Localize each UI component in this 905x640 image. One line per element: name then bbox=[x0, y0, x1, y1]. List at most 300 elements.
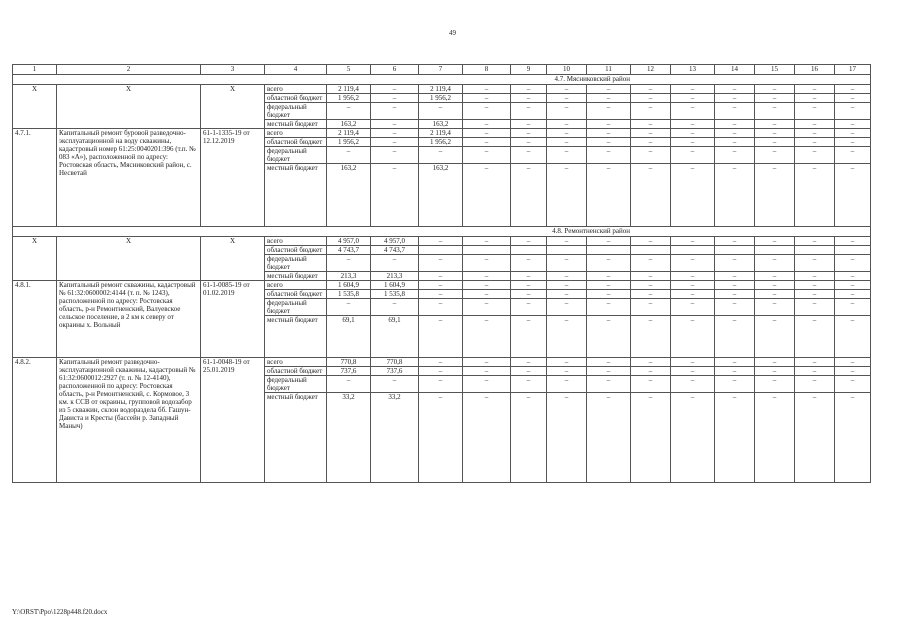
value-cell: – bbox=[587, 164, 631, 227]
value-cell: – bbox=[547, 85, 587, 94]
value-cell: – bbox=[419, 376, 463, 393]
value-cell: – bbox=[835, 147, 871, 164]
value-cell: – bbox=[835, 290, 871, 299]
value-cell: – bbox=[463, 164, 511, 227]
value-cell: – bbox=[463, 255, 511, 272]
value-cell: – bbox=[835, 120, 871, 129]
value-cell: – bbox=[587, 103, 631, 120]
value-cell: – bbox=[419, 103, 463, 120]
value-cell: – bbox=[715, 281, 755, 290]
value-cell: – bbox=[419, 393, 463, 483]
value-cell: – bbox=[511, 94, 547, 103]
item-name: Х bbox=[57, 85, 201, 129]
value-cell: – bbox=[795, 237, 835, 246]
item-number: Х bbox=[13, 85, 57, 129]
value-cell: 163,2 bbox=[327, 120, 371, 129]
value-cell: 1 604,9 bbox=[371, 281, 419, 290]
column-number-cell: 5 bbox=[327, 65, 371, 75]
value-cell: – bbox=[671, 147, 715, 164]
value-cell bbox=[671, 246, 715, 255]
value-cell bbox=[587, 246, 631, 255]
value-cell: – bbox=[631, 272, 671, 281]
value-cell: 213,3 bbox=[327, 272, 371, 281]
budget-label: местный бюджет bbox=[265, 272, 327, 281]
value-cell: – bbox=[327, 299, 371, 316]
column-number-cell: 3 bbox=[201, 65, 265, 75]
value-cell: – bbox=[587, 299, 631, 316]
value-cell: – bbox=[419, 237, 463, 246]
value-cell: – bbox=[795, 147, 835, 164]
value-cell: – bbox=[671, 367, 715, 376]
value-cell: – bbox=[463, 316, 511, 358]
value-cell: – bbox=[463, 272, 511, 281]
value-cell: 4 957,0 bbox=[327, 237, 371, 246]
budget-label: местный бюджет bbox=[265, 120, 327, 129]
value-cell: 2 119,4 bbox=[327, 85, 371, 94]
value-cell: – bbox=[419, 281, 463, 290]
budget-label: местный бюджет bbox=[265, 393, 327, 483]
value-cell: 2 119,4 bbox=[419, 129, 463, 138]
item-document: Х bbox=[201, 237, 265, 281]
value-cell: – bbox=[795, 255, 835, 272]
value-cell: – bbox=[463, 103, 511, 120]
section-total-row bbox=[13, 237, 871, 246]
budget-label: всего bbox=[265, 237, 327, 246]
value-cell: – bbox=[327, 147, 371, 164]
value-cell: – bbox=[371, 103, 419, 120]
value-cell: – bbox=[755, 147, 795, 164]
value-cell: – bbox=[587, 138, 631, 147]
value-cell: – bbox=[511, 138, 547, 147]
value-cell: – bbox=[511, 281, 547, 290]
value-cell: 1 604,9 bbox=[327, 281, 371, 290]
value-cell: 4 957,0 bbox=[371, 237, 419, 246]
value-cell: 33,2 bbox=[371, 393, 419, 483]
value-cell: – bbox=[755, 281, 795, 290]
value-cell: 4 743,7 bbox=[371, 246, 419, 255]
value-cell: 213,3 bbox=[371, 272, 419, 281]
value-cell: – bbox=[419, 316, 463, 358]
value-cell: – bbox=[631, 290, 671, 299]
value-cell: – bbox=[755, 393, 795, 483]
value-cell: – bbox=[795, 393, 835, 483]
value-cell: 2 119,4 bbox=[327, 129, 371, 138]
value-cell: – bbox=[795, 376, 835, 393]
value-cell: – bbox=[795, 299, 835, 316]
value-cell: – bbox=[631, 120, 671, 129]
value-cell: – bbox=[671, 290, 715, 299]
value-cell: – bbox=[795, 358, 835, 367]
value-cell: – bbox=[755, 103, 795, 120]
value-cell: – bbox=[463, 393, 511, 483]
column-number-cell: 16 bbox=[795, 65, 835, 75]
value-cell: – bbox=[755, 120, 795, 129]
value-cell: 737,6 bbox=[371, 367, 419, 376]
value-cell: – bbox=[631, 129, 671, 138]
value-cell: – bbox=[463, 299, 511, 316]
value-cell: – bbox=[671, 138, 715, 147]
value-cell: – bbox=[371, 94, 419, 103]
value-cell: – bbox=[835, 376, 871, 393]
value-cell: – bbox=[371, 147, 419, 164]
value-cell: – bbox=[671, 129, 715, 138]
value-cell: – bbox=[463, 147, 511, 164]
column-number-cell: 17 bbox=[835, 65, 871, 75]
value-cell bbox=[419, 246, 463, 255]
value-cell: – bbox=[371, 120, 419, 129]
column-number-cell: 4 bbox=[265, 65, 327, 75]
value-cell: – bbox=[671, 272, 715, 281]
value-cell: – bbox=[547, 255, 587, 272]
value-cell: – bbox=[671, 316, 715, 358]
value-cell: – bbox=[547, 358, 587, 367]
value-cell: – bbox=[419, 367, 463, 376]
value-cell: – bbox=[671, 85, 715, 94]
value-cell: – bbox=[835, 85, 871, 94]
value-cell: – bbox=[835, 164, 871, 227]
value-cell: – bbox=[463, 120, 511, 129]
value-cell: – bbox=[511, 129, 547, 138]
value-cell: – bbox=[547, 393, 587, 483]
budget-label: всего bbox=[265, 129, 327, 138]
budget-label: местный бюджет bbox=[265, 164, 327, 227]
value-cell: – bbox=[587, 85, 631, 94]
value-cell: – bbox=[371, 376, 419, 393]
column-number-cell: 15 bbox=[755, 65, 795, 75]
value-cell: 69,1 bbox=[327, 316, 371, 358]
value-cell: – bbox=[671, 94, 715, 103]
value-cell: – bbox=[835, 94, 871, 103]
budget-label: всего bbox=[265, 85, 327, 94]
value-cell: – bbox=[715, 290, 755, 299]
value-cell: – bbox=[547, 138, 587, 147]
item-document: Х bbox=[201, 85, 265, 129]
value-cell: – bbox=[547, 237, 587, 246]
budget-label: федеральный бюджет bbox=[265, 376, 327, 393]
value-cell: – bbox=[511, 316, 547, 358]
value-cell: – bbox=[715, 393, 755, 483]
value-cell: – bbox=[371, 129, 419, 138]
column-number-cell: 14 bbox=[715, 65, 755, 75]
value-cell bbox=[755, 246, 795, 255]
value-cell bbox=[715, 246, 755, 255]
value-cell: – bbox=[715, 299, 755, 316]
value-cell: – bbox=[547, 367, 587, 376]
value-cell: – bbox=[835, 358, 871, 367]
value-cell: 770,8 bbox=[371, 358, 419, 367]
value-cell: – bbox=[715, 138, 755, 147]
file-path-footer: Y:\ORST\Ppo\1228p448.f20.docx bbox=[12, 608, 108, 616]
section-title-row bbox=[13, 75, 871, 85]
value-cell: – bbox=[755, 237, 795, 246]
value-cell: 1 956,2 bbox=[419, 94, 463, 103]
value-cell: – bbox=[835, 281, 871, 290]
value-cell: – bbox=[511, 272, 547, 281]
value-cell: – bbox=[587, 147, 631, 164]
value-cell: 1 535,8 bbox=[371, 290, 419, 299]
value-cell: 2 119,4 bbox=[419, 85, 463, 94]
value-cell: – bbox=[463, 376, 511, 393]
value-cell: – bbox=[547, 147, 587, 164]
value-cell: – bbox=[371, 85, 419, 94]
value-cell: – bbox=[755, 129, 795, 138]
value-cell: – bbox=[715, 94, 755, 103]
budget-label: федеральный бюджет bbox=[265, 299, 327, 316]
value-cell: 163,2 bbox=[419, 120, 463, 129]
value-cell: – bbox=[835, 103, 871, 120]
value-cell: – bbox=[671, 358, 715, 367]
value-cell: – bbox=[715, 120, 755, 129]
value-cell: – bbox=[511, 237, 547, 246]
value-cell: – bbox=[419, 147, 463, 164]
value-cell: – bbox=[755, 94, 795, 103]
value-cell: – bbox=[547, 120, 587, 129]
value-cell: – bbox=[715, 255, 755, 272]
value-cell: – bbox=[463, 85, 511, 94]
value-cell bbox=[547, 246, 587, 255]
value-cell: – bbox=[587, 255, 631, 272]
value-cell: – bbox=[547, 129, 587, 138]
value-cell: 1 535,8 bbox=[327, 290, 371, 299]
value-cell: 33,2 bbox=[327, 393, 371, 483]
value-cell: 737,6 bbox=[327, 367, 371, 376]
value-cell: – bbox=[631, 103, 671, 120]
value-cell: – bbox=[547, 103, 587, 120]
value-cell: – bbox=[795, 281, 835, 290]
budget-label: областной бюджет bbox=[265, 290, 327, 299]
value-cell: – bbox=[715, 147, 755, 164]
budget-label: федеральный бюджет bbox=[265, 255, 327, 272]
budget-label: областной бюджет bbox=[265, 138, 327, 147]
value-cell: – bbox=[755, 164, 795, 227]
value-cell: – bbox=[671, 120, 715, 129]
value-cell: – bbox=[463, 290, 511, 299]
value-cell: – bbox=[511, 147, 547, 164]
value-cell: – bbox=[715, 164, 755, 227]
value-cell: – bbox=[371, 164, 419, 227]
value-cell: – bbox=[631, 164, 671, 227]
value-cell: – bbox=[795, 272, 835, 281]
value-cell: – bbox=[715, 367, 755, 376]
budget-label: всего bbox=[265, 281, 327, 290]
value-cell: – bbox=[671, 237, 715, 246]
column-number-cell: 7 bbox=[419, 65, 463, 75]
value-cell: – bbox=[511, 376, 547, 393]
item-number: Х bbox=[13, 237, 57, 281]
value-cell: – bbox=[463, 129, 511, 138]
value-cell: – bbox=[327, 103, 371, 120]
budget-label: федеральный бюджет bbox=[265, 147, 327, 164]
value-cell: – bbox=[419, 358, 463, 367]
value-cell: – bbox=[547, 316, 587, 358]
value-cell: – bbox=[835, 299, 871, 316]
column-number-cell: 8 bbox=[463, 65, 511, 75]
value-cell: – bbox=[587, 237, 631, 246]
value-cell: – bbox=[547, 164, 587, 227]
item-document: 61-1-1335-19 от 12.12.2019 bbox=[201, 129, 265, 227]
value-cell: – bbox=[419, 255, 463, 272]
value-cell: – bbox=[755, 299, 795, 316]
value-cell: – bbox=[631, 393, 671, 483]
value-cell: – bbox=[587, 367, 631, 376]
item-row bbox=[13, 281, 871, 290]
value-cell: – bbox=[795, 367, 835, 376]
value-cell: – bbox=[715, 358, 755, 367]
value-cell: – bbox=[715, 103, 755, 120]
item-row bbox=[13, 129, 871, 138]
value-cell: – bbox=[511, 103, 547, 120]
value-cell: – bbox=[671, 164, 715, 227]
item-number: 4.8.2. bbox=[13, 358, 57, 483]
page-number: 49 bbox=[449, 29, 456, 37]
value-cell: – bbox=[631, 138, 671, 147]
item-document: 61-1-0048-19 от 25.01.2019 bbox=[201, 358, 265, 483]
value-cell: – bbox=[631, 376, 671, 393]
column-number-cell: 12 bbox=[631, 65, 671, 75]
value-cell: – bbox=[371, 299, 419, 316]
value-cell: – bbox=[463, 281, 511, 290]
item-number: 4.8.1. bbox=[13, 281, 57, 358]
value-cell: – bbox=[671, 376, 715, 393]
budget-table bbox=[12, 64, 871, 483]
value-cell: – bbox=[795, 94, 835, 103]
column-number-cell: 13 bbox=[671, 65, 715, 75]
value-cell: – bbox=[327, 376, 371, 393]
column-number-cell: 6 bbox=[371, 65, 419, 75]
value-cell: – bbox=[795, 103, 835, 120]
value-cell bbox=[631, 246, 671, 255]
value-cell: – bbox=[715, 316, 755, 358]
value-cell: – bbox=[547, 272, 587, 281]
column-number-cell: 11 bbox=[587, 65, 631, 75]
value-cell: – bbox=[755, 316, 795, 358]
budget-label: всего bbox=[265, 358, 327, 367]
value-cell: – bbox=[419, 272, 463, 281]
budget-label: областной бюджет bbox=[265, 94, 327, 103]
value-cell: – bbox=[835, 138, 871, 147]
value-cell: – bbox=[547, 94, 587, 103]
value-cell: – bbox=[835, 129, 871, 138]
value-cell: – bbox=[463, 138, 511, 147]
value-cell bbox=[795, 246, 835, 255]
value-cell: – bbox=[511, 164, 547, 227]
value-cell: – bbox=[795, 129, 835, 138]
value-cell: – bbox=[671, 281, 715, 290]
value-cell: – bbox=[587, 94, 631, 103]
value-cell: – bbox=[715, 272, 755, 281]
value-cell: – bbox=[631, 255, 671, 272]
value-cell: – bbox=[631, 85, 671, 94]
column-number-cell: 1 bbox=[13, 65, 57, 75]
value-cell: – bbox=[755, 290, 795, 299]
value-cell: – bbox=[587, 393, 631, 483]
value-cell: – bbox=[511, 299, 547, 316]
value-cell: – bbox=[835, 367, 871, 376]
value-cell: – bbox=[755, 376, 795, 393]
item-name: Капитальный ремонт разведочно-эксплуатационной скважины, кадастровый № 61:32:0600012:2927 (т. п. № 12-4140), расположенной по адресу: Ростовская область, р-н Ремонтненский, с. Кормовое, 3 км. к ССВ от окраины, групповой водозабор из 5 скважин, склон водораздела бб. Гашун-Дависта и Кресты (бассейн р. Западный Маныч) bbox=[57, 358, 201, 483]
value-cell: – bbox=[587, 120, 631, 129]
value-cell: – bbox=[795, 290, 835, 299]
value-cell: – bbox=[547, 281, 587, 290]
item-row bbox=[13, 358, 871, 367]
value-cell: – bbox=[463, 358, 511, 367]
value-cell: – bbox=[511, 120, 547, 129]
value-cell: – bbox=[715, 129, 755, 138]
value-cell: 69,1 bbox=[371, 316, 419, 358]
budget-label: федеральный бюджет bbox=[265, 103, 327, 120]
value-cell: – bbox=[419, 290, 463, 299]
column-number-row bbox=[13, 65, 871, 75]
value-cell: – bbox=[511, 290, 547, 299]
value-cell: – bbox=[587, 290, 631, 299]
column-number-cell: 9 bbox=[511, 65, 547, 75]
item-number: 4.7.1. bbox=[13, 129, 57, 227]
value-cell: – bbox=[463, 367, 511, 376]
value-cell: – bbox=[587, 129, 631, 138]
value-cell: – bbox=[835, 272, 871, 281]
value-cell: 163,2 bbox=[327, 164, 371, 227]
value-cell: – bbox=[631, 147, 671, 164]
value-cell: – bbox=[835, 316, 871, 358]
section-total-row bbox=[13, 85, 871, 94]
value-cell: – bbox=[547, 290, 587, 299]
item-name: Х bbox=[57, 237, 201, 281]
section-title: 4.7. Мясниковский район bbox=[13, 75, 871, 85]
value-cell: – bbox=[463, 94, 511, 103]
value-cell: – bbox=[835, 393, 871, 483]
value-cell: – bbox=[631, 358, 671, 367]
value-cell: – bbox=[631, 94, 671, 103]
value-cell: – bbox=[511, 367, 547, 376]
value-cell: – bbox=[795, 138, 835, 147]
value-cell: – bbox=[671, 103, 715, 120]
value-cell: – bbox=[755, 367, 795, 376]
value-cell: – bbox=[587, 376, 631, 393]
value-cell: – bbox=[795, 164, 835, 227]
value-cell: – bbox=[755, 358, 795, 367]
value-cell: – bbox=[631, 316, 671, 358]
value-cell: – bbox=[755, 255, 795, 272]
value-cell: – bbox=[511, 358, 547, 367]
budget-label: областной бюджет bbox=[265, 367, 327, 376]
value-cell: – bbox=[715, 376, 755, 393]
section-title-row bbox=[13, 227, 871, 237]
item-name: Капитальный ремонт буровой разведочно-эксплуатационной на воду скважины, кадастровый номер 61:25:0040201:396 (т.п. № 083 «А»), расположенной по адресу: Ростовская область, Мясниковский район, с. Несветай bbox=[57, 129, 201, 227]
value-cell: – bbox=[371, 138, 419, 147]
value-cell: – bbox=[463, 237, 511, 246]
value-cell bbox=[511, 246, 547, 255]
value-cell: – bbox=[587, 358, 631, 367]
value-cell: – bbox=[511, 85, 547, 94]
item-document: 61-1-0085-19 от 01.02.2019 bbox=[201, 281, 265, 358]
value-cell: – bbox=[671, 299, 715, 316]
value-cell: – bbox=[631, 237, 671, 246]
value-cell: – bbox=[795, 316, 835, 358]
section-title: 4.8. Ремонтненский район bbox=[13, 227, 871, 237]
value-cell: – bbox=[835, 237, 871, 246]
value-cell: – bbox=[547, 376, 587, 393]
budget-label: местный бюджет bbox=[265, 316, 327, 358]
budget-label: областной бюджет bbox=[265, 246, 327, 255]
value-cell: – bbox=[671, 255, 715, 272]
value-cell: – bbox=[327, 255, 371, 272]
value-cell: – bbox=[835, 255, 871, 272]
column-number-cell: 10 bbox=[547, 65, 587, 75]
value-cell: – bbox=[631, 367, 671, 376]
value-cell bbox=[463, 246, 511, 255]
value-cell: – bbox=[511, 393, 547, 483]
value-cell: 4 743,7 bbox=[327, 246, 371, 255]
